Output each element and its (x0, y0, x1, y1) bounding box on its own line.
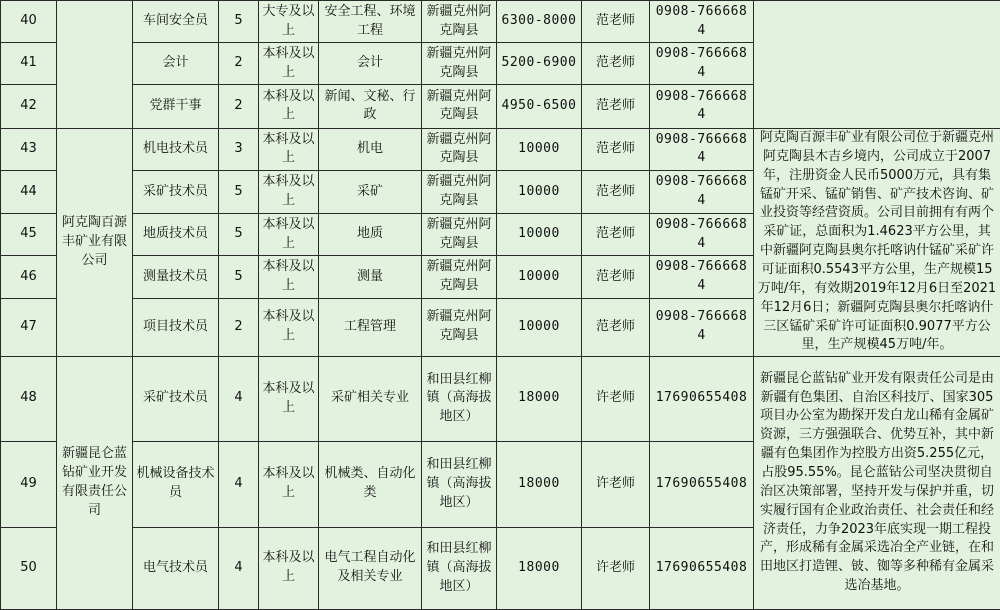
contact: 范老师 (582, 85, 650, 128)
location: 新疆克州阿克陶县 (422, 43, 497, 85)
location: 和田县红柳镇（高海拔地区） (422, 527, 497, 610)
phone: 0908-7666684 (650, 128, 754, 171)
position: 项目技术员 (133, 298, 219, 356)
salary: 18000 (497, 356, 582, 441)
position: 机电技术员 (133, 128, 219, 171)
salary: 10000 (497, 171, 582, 214)
contact: 范老师 (582, 256, 650, 299)
salary: 6300-8000 (497, 1, 582, 43)
phone: 17690655408 (650, 442, 754, 527)
major: 机电 (319, 128, 422, 171)
phone: 0908-7666684 (650, 213, 754, 256)
company-name: 阿克陶百源丰矿业有限公司 (57, 128, 133, 356)
row-number: 49 (1, 442, 57, 527)
row-number: 43 (1, 128, 57, 171)
location: 和田县红柳镇（高海拔地区） (422, 356, 497, 441)
contact: 范老师 (582, 171, 650, 214)
table-row (1, 356, 1000, 441)
row-number: 48 (1, 356, 57, 441)
location: 新疆克州阿克陶县 (422, 256, 497, 299)
salary: 10000 (497, 298, 582, 356)
row-number: 45 (1, 213, 57, 256)
row-number: 40 (1, 1, 57, 43)
phone: 0908-7666684 (650, 43, 754, 85)
position: 电气技术员 (133, 527, 219, 610)
phone: 0908-7666684 (650, 1, 754, 43)
position: 采矿技术员 (133, 171, 219, 214)
salary: 10000 (497, 213, 582, 256)
position: 车间安全员 (133, 1, 219, 43)
contact: 范老师 (582, 213, 650, 256)
position: 机械设备技术员 (133, 442, 219, 527)
salary: 10000 (497, 256, 582, 299)
major: 采矿相关专业 (319, 356, 422, 441)
education: 本科及以上 (259, 356, 319, 441)
table-row (1, 1, 1000, 43)
phone: 0908-7666684 (650, 256, 754, 299)
phone: 17690655408 (650, 527, 754, 610)
major: 工程管理 (319, 298, 422, 356)
contact: 范老师 (582, 43, 650, 85)
headcount: 4 (219, 442, 259, 527)
location: 新疆克州阿克陶县 (422, 298, 497, 356)
company-cell-empty (57, 1, 133, 129)
salary: 10000 (497, 128, 582, 171)
salary: 4950-6500 (497, 85, 582, 128)
headcount: 4 (219, 356, 259, 441)
major: 测量 (319, 256, 422, 299)
headcount: 5 (219, 256, 259, 299)
position: 会计 (133, 43, 219, 85)
row-number: 47 (1, 298, 57, 356)
education: 本科及以上 (259, 527, 319, 610)
salary: 18000 (497, 527, 582, 610)
phone: 0908-7666684 (650, 171, 754, 214)
position: 党群干事 (133, 85, 219, 128)
company-name: 新疆昆仑蓝钻矿业开发有限责任公司 (57, 356, 133, 609)
contact: 范老师 (582, 128, 650, 171)
education: 本科及以上 (259, 85, 319, 128)
education: 本科及以上 (259, 171, 319, 214)
row-number: 42 (1, 85, 57, 128)
major: 新闻、文秘、行政 (319, 85, 422, 128)
location: 新疆克州阿克陶县 (422, 213, 497, 256)
headcount: 2 (219, 85, 259, 128)
major: 采矿 (319, 171, 422, 214)
headcount: 3 (219, 128, 259, 171)
major: 会计 (319, 43, 422, 85)
education: 本科及以上 (259, 213, 319, 256)
location: 新疆克州阿克陶县 (422, 128, 497, 171)
contact: 许老师 (582, 442, 650, 527)
location: 新疆克州阿克陶县 (422, 85, 497, 128)
phone: 17690655408 (650, 356, 754, 441)
major: 机械类、自动化类 (319, 442, 422, 527)
contact: 许老师 (582, 356, 650, 441)
description-cell-empty (754, 1, 1000, 129)
headcount: 2 (219, 298, 259, 356)
education: 大专及以上 (259, 1, 319, 43)
salary: 5200-6900 (497, 43, 582, 85)
headcount: 5 (219, 1, 259, 43)
position: 采矿技术员 (133, 356, 219, 441)
location: 新疆克州阿克陶县 (422, 171, 497, 214)
phone: 0908-7666684 (650, 298, 754, 356)
headcount: 5 (219, 171, 259, 214)
position: 测量技术员 (133, 256, 219, 299)
education: 本科及以上 (259, 43, 319, 85)
education: 本科及以上 (259, 128, 319, 171)
salary: 18000 (497, 442, 582, 527)
company-description: 阿克陶百源丰矿业有限公司位于新疆克州阿克陶县木吉乡境内，公司成立于2007年，注册资金人民币5000万元，具有集锰矿开采、锰矿销售、矿产技术咨询、矿业投资等经营资质。公司目前拥有有两个采矿证，总面积为1.4623平方公里，其中新疆阿克陶县奥尔托喀讷什锰矿采矿许可证面积0.5543平方公里，生产规模15万吨/年，有效期2019年12月6日至2021年12月6日；新疆阿克陶县奥尔托喀讷什三区锰矿采矿许可证面积0.9077平方公里，生产规模45万吨/年。 (754, 128, 1000, 356)
table-row (1, 128, 1000, 171)
contact: 范老师 (582, 298, 650, 356)
row-number: 44 (1, 171, 57, 214)
row-number: 50 (1, 527, 57, 610)
headcount: 5 (219, 213, 259, 256)
headcount: 4 (219, 527, 259, 610)
row-number: 41 (1, 43, 57, 85)
major: 地质 (319, 213, 422, 256)
phone: 0908-7666684 (650, 85, 754, 128)
location: 新疆克州阿克陶县 (422, 1, 497, 43)
contact: 许老师 (582, 527, 650, 610)
position: 地质技术员 (133, 213, 219, 256)
contact: 范老师 (582, 1, 650, 43)
education: 本科及以上 (259, 298, 319, 356)
headcount: 2 (219, 43, 259, 85)
major: 安全工程、环境工程 (319, 1, 422, 43)
location: 和田县红柳镇（高海拔地区） (422, 442, 497, 527)
major: 电气工程自动化及相关专业 (319, 527, 422, 610)
row-number: 46 (1, 256, 57, 299)
education: 本科及以上 (259, 442, 319, 527)
company-description: 新疆昆仑蓝钻矿业开发有限责任公司是由新疆有色集团、自治区科技厅、国家305项目办公室为勘探开发白龙山稀有金属矿资源，三方强强联合、优势互补，其中新疆有色集团作为控股方出资5.255亿元，占股95.55%。昆仑蓝钻公司坚决贯彻自治区决策部署，坚持开发与保护并重，切实履行国有企业政治责任、社会责任和经济责任，力争2023年底实现一期工程投产，形成稀有金属采选冶全产业链，在和田地区打造锂、铍、铷等多种稀有金属采选冶基地。 (754, 356, 1000, 609)
education: 本科及以上 (259, 256, 319, 299)
